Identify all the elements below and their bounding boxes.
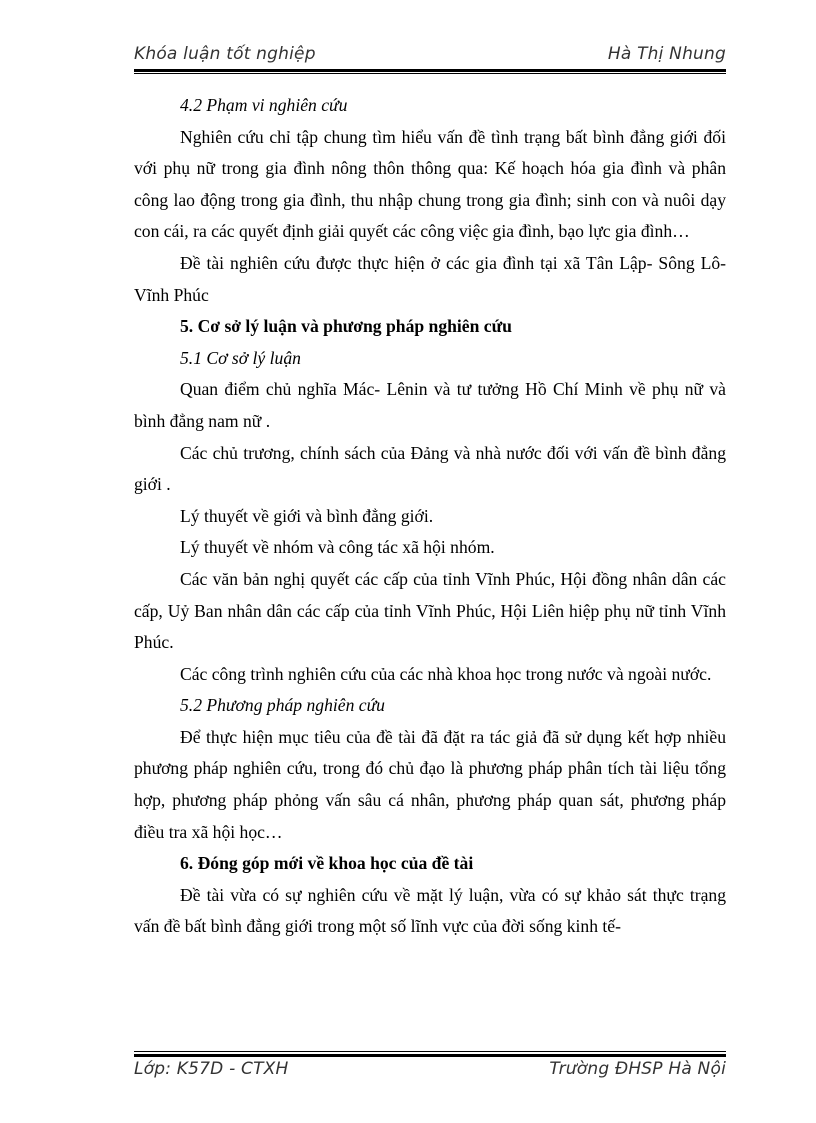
header-author: Hà Thị Nhung	[607, 44, 726, 64]
header-title: Khóa luận tốt nghiệp	[134, 44, 316, 64]
footer-school: Trường ĐHSP Hà Nội	[549, 1059, 726, 1079]
section-heading-5: 5. Cơ sở lý luận và phương pháp nghiên cứu	[180, 316, 512, 337]
paragraph: Các văn bản nghị quyết các cấp của tỉnh Vĩnh Phúc, Hội đồng nhân dân các cấp, Uỷ Ban nhân dân các cấp của tỉnh Vĩnh Phúc, Hội Liên hiệp phụ nữ tỉnh Vĩnh Phúc.	[134, 568, 726, 653]
footer-rule	[134, 1054, 726, 1057]
page-body	[134, 90, 726, 943]
page-footer	[134, 1059, 726, 1083]
paragraph: Đề tài vừa có sự nghiên cứu về mặt lý luận, vừa có sự khảo sát thực trạng vấn đề bất bình đẳng giới trong một số lĩnh vực của đời sống kinh tế-	[134, 884, 726, 937]
header-rule	[134, 69, 726, 72]
paragraph: Để thực hiện mục tiêu của đề tài đã đặt ra tác giả đã sử dụng kết hợp nhiều phương pháp nghiên cứu, trong đó chủ đạo là phương pháp phân tích tài liệu tổng hợp, phương pháp phỏng vấn sâu cá nhân, phương pháp quan sát, phương pháp điều tra xã hội học…	[134, 726, 726, 842]
paragraph: Các chủ trương, chính sách của Đảng và nhà nước đối với vấn đề bình đẳng giới .	[134, 442, 726, 495]
section-heading-6: 6. Đóng góp mới về khoa học của đề tài	[180, 853, 474, 874]
section-heading-5-1: 5.1 Cơ sở lý luận	[180, 347, 301, 368]
header-rule-thin	[134, 73, 726, 74]
section-heading-4-2: 4.2 Phạm vi nghiên cứu	[180, 95, 348, 115]
paragraph: Lý thuyết về giới và bình đẳng giới.	[180, 505, 434, 526]
paragraph: Đề tài nghiên cứu được thực hiện ở các gia đình tại xã Tân Lập- Sông Lô-Vĩnh Phúc	[134, 252, 726, 305]
section-heading-5-2: 5.2 Phương pháp nghiên cứu	[180, 695, 385, 716]
footer-class: Lớp: K57D - CTXH	[134, 1059, 289, 1079]
paragraph: Quan điểm chủ nghĩa Mác- Lênin và tư tưởng Hồ Chí Minh về phụ nữ và bình đẳng nam nữ .	[134, 379, 726, 431]
page-header	[134, 44, 726, 68]
footer-rule-thin	[134, 1051, 726, 1052]
paragraph: Lý thuyết về nhóm và công tác xã hội nhóm.	[180, 537, 495, 558]
paragraph: Nghiên cứu chỉ tập chung tìm hiểu vấn đề tình trạng bất bình đẳng giới đối với phụ nữ trong gia đình nông thôn thông qua: Kế hoạch hóa gia đình và phân công lao động trong gia đình, thu nhập chung trong gia đình; sinh con và nuôi dạy con cái, ra các quyết định giải quyết các công việc gia đình, bạo lực gia đình…	[134, 126, 726, 242]
paragraph: Các công trình nghiên cứu của các nhà khoa học trong nước và ngoài nước.	[180, 663, 712, 684]
